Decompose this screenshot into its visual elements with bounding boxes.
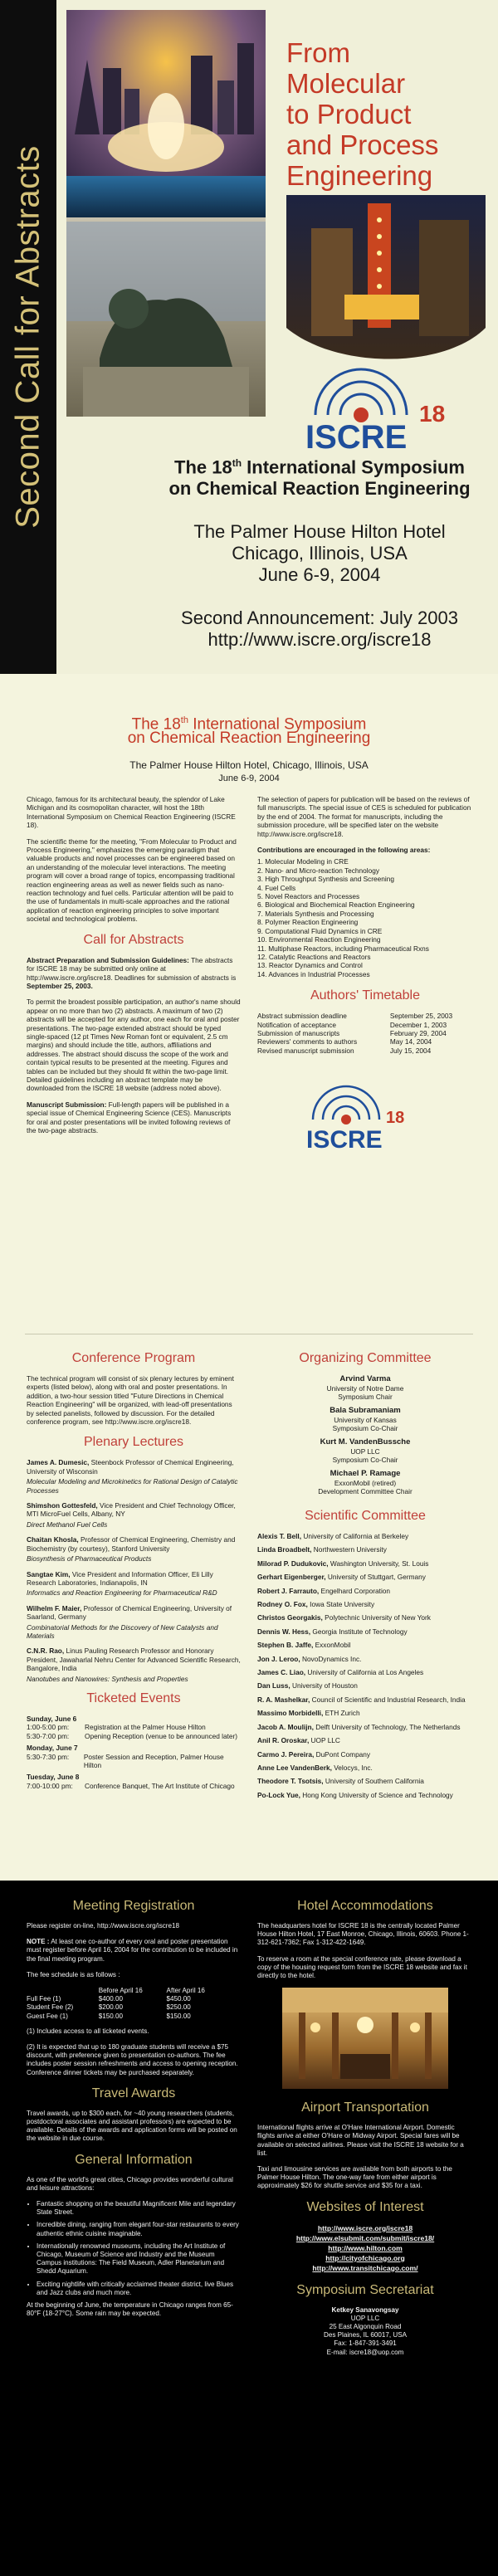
website-link[interactable]: http://www.hilton.com bbox=[328, 2243, 403, 2252]
cover-title bbox=[286, 37, 490, 191]
table-row: Revised manuscript submission July 15, 2004 bbox=[257, 1046, 432, 1055]
committee-member: Carmo J. Pereira, DuPont Company bbox=[257, 1749, 371, 1759]
organizing-committee-heading: Organizing Committee bbox=[299, 1351, 432, 1365]
fountain-pool bbox=[66, 176, 266, 217]
chicago-theater-photo bbox=[286, 195, 486, 369]
cover-url[interactable]: http://www.iscre.org/iscre18 bbox=[208, 629, 432, 651]
travel-awards-heading: Travel Awards bbox=[91, 2086, 176, 2100]
cover-info bbox=[154, 452, 486, 651]
weather-text: At the beginning of June, the temperature in Chicago ranges from 65-80°F (18-27°C). Some rain may be expected. bbox=[27, 2301, 233, 2318]
logo-wordmark: ISCRE bbox=[305, 419, 408, 456]
table-row: Reviewers' comments to authors May 14, 2004 bbox=[257, 1037, 432, 1046]
committee-member: James C. Liao, University of California at Los Angeles bbox=[257, 1668, 424, 1677]
table-row: Full Fee (1) $400.00 $450.00 bbox=[27, 1995, 191, 2003]
secretariat-name: Ketkey Sanavongsay bbox=[331, 2305, 399, 2314]
attractions-list bbox=[27, 2200, 241, 2297]
plenary-topic: Direct Methanol Fuel Cells bbox=[27, 1520, 108, 1529]
interior-venue: The Palmer House Hilton Hotel, Chicago, Illinois, USA bbox=[129, 759, 369, 771]
plenary-topic: Nanotubes and Nanowires: Synthesis and Properties bbox=[27, 1674, 188, 1683]
plenary-topic: Biosynthesis of Pharmaceutical Products bbox=[27, 1554, 152, 1564]
event-row: 5:30-7:30 pm: Poster Session and Reception, Palmer House Hilton bbox=[27, 1752, 224, 1769]
theater-building bbox=[419, 220, 469, 336]
event-row: 7:00-10:00 pm: Conference Banquet, The Art Institute of Chicago bbox=[27, 1781, 235, 1790]
logo-wordmark: ISCRE bbox=[306, 1126, 383, 1154]
list-item: • Internationally renowned museums, including the Art Institute of Chicago, Museum of Science and Industry and the Museum Campus institutions: The Field Museum, Adler Planetarium and Shedd Aquarium. bbox=[37, 2242, 241, 2276]
committee-member: Dan Luss, University of Houston bbox=[257, 1681, 358, 1690]
hotel-lobby-photo bbox=[282, 1988, 448, 2089]
organizer-affiliation: University of Kansas bbox=[334, 1416, 397, 1424]
committee-member: R. A. Mashelkar, Council of Scientific and Industrial Research, India bbox=[257, 1695, 466, 1704]
list-item: 14. Advances in Industrial Processes bbox=[257, 969, 370, 978]
website-link[interactable]: http://cityofchicago.org bbox=[325, 2253, 405, 2262]
committee-member: Jacob A. Moulijn, Delft University of Technology, The Netherlands bbox=[257, 1722, 461, 1731]
title-line: Molecular bbox=[286, 68, 406, 99]
organizer-role: Symposium Chair bbox=[338, 1393, 393, 1401]
fee-intro: The fee schedule is as follows : bbox=[27, 1970, 120, 1978]
list-item: 4. Fuel Cells bbox=[257, 883, 296, 892]
list-item: 11. Multiphase Reactors, including Pharmaceutical Rxns bbox=[257, 944, 429, 953]
organizer-affiliation: ExxonMobil (retired) bbox=[334, 1479, 397, 1487]
list-item: 7. Materials Synthesis and Processing bbox=[257, 909, 374, 918]
secretariat-address: 25 East Algonquin Road bbox=[329, 2323, 402, 2331]
symposium-title-line2: on Chemical Reaction Engineering bbox=[168, 478, 471, 500]
plenary-topic: Combinatorial Methods for the Discovery of New Catalysts and Materials bbox=[27, 1622, 218, 1640]
airport-text: International flights arrive at O'Hare International Airport. Domestic flights arrive at either O'Hare or Midway Airport. Special fares will be available on selected airlines. Please visit the ISCRE 18 website for a list. bbox=[257, 2124, 464, 2157]
abstract-guidelines: Abstract Preparation and Submission Guidelines: The abstracts for ISCRE 18 may be submitted only online at http://www.iscre.org/iscre18. Deadlines for submission of abstracts is September 25, 2003. bbox=[27, 955, 237, 990]
plenary-topic: Informatics and Reaction Engineering for Pharmaceutical R&D bbox=[27, 1588, 217, 1598]
list-item: 8. Polymer Reaction Engineering bbox=[257, 918, 359, 927]
cover-city: Chicago, Illinois, USA bbox=[232, 543, 408, 564]
committee-member: Theodore T. Tsotsis, University of Southern California bbox=[257, 1777, 424, 1786]
plenary-item: James A. Dumesic, Steenbock Professor of Chemical Engineering, University of Wisconsin bbox=[27, 1458, 234, 1476]
interior-right-column bbox=[257, 795, 473, 1166]
registration-note: NOTE : At least one co-author of every oral and poster presentation must register before April 16, 2004 for the contribution to be included in the final meeting program. bbox=[27, 1938, 238, 1963]
list-item: 12. Catalytic Reactions and Reactors bbox=[257, 952, 371, 961]
event-row: 1:00-5:00 pm: Registration at the Palmer House Hilton bbox=[27, 1723, 206, 1732]
fee-footnote: (2) It is expected that up to 180 graduate students will receive a $75 discount, with preference given to presentation co-authors. The fee includes poster session refreshments and access to opening reception. Conference dinner tickets may be purchased separately. bbox=[27, 2043, 238, 2076]
hotel-text: The headquarters hotel for ISCRE 18 is the centrally located Palmer House Hilton Hotel, 17 East Monroe, Chicago, Illinois, 60603. Phone 1-312-621-7362; Fax 1-312-422-1649. bbox=[257, 1922, 469, 1947]
website-link[interactable]: http://www.iscre.org/iscre18 bbox=[317, 2223, 413, 2232]
organizer-affiliation: UOP LLC bbox=[350, 1447, 380, 1456]
organizer-role: Symposium Co-Chair bbox=[332, 1456, 398, 1464]
list-item: • Exciting nightlife with critically acclaimed theater district, live Blues and Jazz clubs and much more. bbox=[37, 2281, 241, 2297]
manuscript-submission: Manuscript Submission: Full-length papers will be published in a special issue of Chemical Engineering Science (CES). Manuscripts for oral and poster presentations will be invited following reviews of the two-page abstracts. bbox=[27, 1100, 232, 1134]
committee-member: Po-Lock Yue, Hong Kong University of Science and Technology bbox=[257, 1790, 453, 1799]
lion-pedestal bbox=[83, 367, 249, 417]
program-column bbox=[27, 1344, 241, 1790]
plenary-item: Chaitan Khosla, Professor of Chemical Engineering, Chemistry and Biochemistry (by courtesy), Stanford University bbox=[27, 1535, 236, 1553]
ticketed-events-heading: Ticketed Events bbox=[86, 1690, 181, 1705]
registration-link[interactable]: Please register on-line, http://www.iscre.org/iscre18 bbox=[27, 1922, 179, 1930]
spine-text: Second Call for Abstracts bbox=[9, 145, 46, 529]
list-item: 5. Novel Reactors and Processes bbox=[257, 892, 360, 901]
event-row: 5:30-7:00 pm: Opening Reception (venue to be announced later) bbox=[27, 1731, 238, 1740]
back-left-column bbox=[27, 1894, 241, 2326]
authors-timetable-heading: Authors' Timetable bbox=[310, 988, 420, 1003]
list-item: 10. Environmental Reaction Engineering bbox=[257, 935, 381, 944]
lion-head bbox=[109, 289, 149, 329]
organizer-role: Symposium Co-Chair bbox=[332, 1424, 398, 1432]
symposium-title: The 18th International Symposium bbox=[174, 456, 465, 478]
interior-left-column bbox=[27, 795, 241, 1142]
conference-program-heading: Conference Program bbox=[71, 1351, 196, 1365]
event-day: Sunday, June 6 bbox=[27, 1714, 77, 1723]
hotel-text: To reserve a room at the special conference rate, please download a copy of the housing request form from the ISCRE 18 website and fax it directly to the hotel. bbox=[257, 1954, 467, 1980]
committee-member: Gerhart Eigenberger, University of Stuttgart, Germany bbox=[257, 1573, 426, 1582]
committee-member: Jon J. Leroo, NovoDynamics Inc. bbox=[257, 1654, 362, 1663]
contributions-heading: Contributions are encouraged in the following areas: bbox=[257, 846, 431, 855]
committee-member: Stephen B. Jaffe, ExxonMobil bbox=[257, 1641, 351, 1650]
interior-title-line2: on Chemical Reaction Engineering bbox=[127, 729, 371, 747]
scientific-committee-heading: Scientific Committee bbox=[305, 1509, 426, 1523]
plenary-topic: Molecular Modeling and Microkinetics for Rational Design of Catalytic Processes bbox=[27, 1477, 238, 1495]
topic-list bbox=[257, 857, 473, 978]
fee-table bbox=[27, 1987, 226, 2021]
logo-number: 18 bbox=[386, 1109, 405, 1128]
selection-paragraph: The selection of papers for publication will be based on the reviews of full manuscripts. The special issue of CES is scheduled for publication by the end of 2004. The format for manuscripts, including the submission procedure, will be specified later on the website http://www.iscre.org/iscre18. bbox=[257, 795, 471, 838]
list-item: 13. Reactor Dynamics and Control bbox=[257, 961, 363, 970]
organizer-affiliation: University of Notre Dame bbox=[326, 1384, 404, 1393]
back-right-column bbox=[257, 1894, 473, 2357]
plenary-item: C.N.R. Rao, Linus Pauling Research Professor and Honorary President, Jawaharlal Nehru Center for Advanced Scientific Research, Bangalore, India bbox=[27, 1647, 241, 1673]
interior-title: The 18th International Symposium bbox=[131, 715, 367, 734]
plenary-item: Wilhelm F. Maier, Professor of Chemical Engineering, University of Saarland, Germany bbox=[27, 1603, 232, 1622]
list-item: • Incredible dining, ranging from elegant four-star restaurants to every authentic ethnic cuisine imaginable. bbox=[37, 2221, 241, 2237]
fountain-jet bbox=[148, 93, 184, 159]
program-paragraph: The technical program will consist of six plenary lectures by eminent experts (listed below), along with oral and poster presentations. In addition, a two-hour session titled "Future Directions in Chemical Reaction Engineering" will be organized, with lead-off presentations by selected panelists, followed by discussion. For the detailed conference program, see http://www.iscre.org/iscre18. bbox=[27, 1374, 234, 1427]
list-item: 2. Nano- and Micro-reaction Technology bbox=[257, 866, 379, 875]
secretariat-address: Des Plaines, IL 60017, USA bbox=[323, 2331, 408, 2339]
abstract-rules: To permit the broadest possible participation, an author's name should appear on no more than two (2) abstracts. A maximum of two (2) abstracts will be accepted for any author, one each for oral and poster presentations. The two-page extended abstract should be typed single-spaced (12 pt Times New Roman font or equivalent, 2.5 cm margins) and should include the title, authors, affiliations and addresses. The abstract should discuss the scope of the work and contain typical results to be presented at the meeting. Figures and tables can be included but they should fit within the two-page limit. Detailed guidelines including an abstract template may be downloaded from the ISCRE 18 website (address noted above). bbox=[27, 998, 241, 1093]
committee-column bbox=[257, 1344, 473, 1804]
list-item: 6. Biological and Biochemical Reaction Engineering bbox=[257, 900, 415, 910]
registration-heading: Meeting Registration bbox=[72, 1899, 195, 1913]
spine-band bbox=[0, 0, 56, 674]
cover-dates: June 6-9, 2004 bbox=[258, 564, 381, 586]
secretariat-org: UOP LLC bbox=[350, 2314, 380, 2322]
general-intro: As one of the world's great cities, Chicago provides wonderful cultural and leisure attractions: bbox=[27, 2175, 233, 2192]
intro-paragraph: The scientific theme for the meeting, "From Molecular to Product and Process Engineering," emphasizes the emerging paradigm that valuable products and novel processes can be engineered based on an understanding of the molecular level interactions. The meeting program will cover a broad range of topics, encompassing traditional reaction engineering areas as well as newer fields such as nano-reaction technology and fuel cells. Particular attention will be paid to the use of fundamentals in multi-scale approaches and the rational application of reaction engineering principles to solve important societal and technological problems. bbox=[27, 837, 237, 924]
general-information-heading: General Information bbox=[75, 2152, 193, 2167]
airport-heading: Airport Transportation bbox=[301, 2100, 429, 2115]
skyline-building bbox=[103, 68, 121, 134]
table-row: Student Fee (2) $200.00 $250.00 bbox=[27, 2003, 191, 2012]
table-row: Submission of manuscripts February 29, 2004 bbox=[257, 1028, 447, 1037]
plenary-item: Sangtae Kim, Vice President and Information Officer, Eli Lilly Research Laboratories, Indianapolis, IN bbox=[27, 1569, 213, 1587]
title-line: and Process bbox=[286, 129, 439, 160]
theater-marquee bbox=[344, 295, 419, 320]
committee-member: Linda Broadbelt, Northwestern University bbox=[257, 1545, 387, 1554]
committee-member: Anne Lee VandenBerk, Velocys, Inc. bbox=[257, 1763, 373, 1772]
table-row: Abstract submission deadline September 25, 2003 bbox=[257, 1012, 453, 1021]
list-item: 3. High Throughput Synthesis and Screening bbox=[257, 875, 394, 884]
secretariat-block bbox=[257, 2306, 473, 2357]
title-line: to Product bbox=[286, 99, 412, 129]
secretariat-fax: Fax: 1-847-391-3491 bbox=[334, 2339, 397, 2348]
committee-member: Rodney O. Fox, Iowa State University bbox=[257, 1600, 375, 1609]
title-line: From bbox=[286, 37, 350, 68]
list-item: 9. Computational Fluid Dynamics in CRE bbox=[257, 926, 383, 935]
website-link[interactable]: http://www.transitchicago.com/ bbox=[312, 2263, 418, 2272]
cover-announcement: Second Announcement: July 2003 bbox=[181, 607, 458, 629]
iscre-logo-small bbox=[303, 1081, 427, 1153]
websites-heading: Websites of Interest bbox=[306, 2199, 424, 2214]
event-day: Tuesday, June 8 bbox=[27, 1773, 80, 1782]
plenary-item: Shimshon Gottesfeld, Vice President and Chief Technology Officer, MTI MicroFuel Cells, Albany, NY bbox=[27, 1501, 236, 1519]
interior-panel bbox=[0, 674, 498, 1881]
organizer-role: Development Committee Chair bbox=[318, 1487, 413, 1495]
fee-footnote: (1) Includes access to all ticketed events. bbox=[27, 2027, 149, 2035]
organizer-name: Bala Subramaniam bbox=[330, 1406, 401, 1415]
committee-member: Dennis W. Hess, Georgia Institute of Technology bbox=[257, 1627, 408, 1636]
table-row: Guest Fee (1) $150.00 $150.00 bbox=[27, 2012, 191, 2020]
committee-member: Christos Georgakis, Polytechnic University of New York bbox=[257, 1613, 431, 1622]
authors-timetable bbox=[257, 1012, 473, 1055]
interior-dates: June 6-9, 2004 bbox=[218, 773, 280, 783]
committee-member: Anil R. Oroskar, UOP LLC bbox=[257, 1736, 340, 1745]
plenary-lectures-heading: Plenary Lectures bbox=[83, 1435, 184, 1450]
skyline-building bbox=[217, 80, 234, 134]
theater-building bbox=[311, 228, 353, 336]
secretariat-heading: Symposium Secretariat bbox=[296, 2282, 434, 2297]
travel-awards-text: Travel awards, up to $300 each, for ~40 young researchers (students, postdoctoral associates and assistant professors) are expected to be available. Details of the awards and application forms will be posted on the website in due course. bbox=[27, 2109, 237, 2143]
skyline-building bbox=[191, 56, 212, 134]
iscre-logo bbox=[299, 365, 481, 456]
title-line: Engineering bbox=[286, 160, 433, 191]
committee-member: Milorad P. Dudukovic, Washington University, St. Louis bbox=[257, 1559, 429, 1568]
table-header-row: Before April 16 After April 16 bbox=[98, 1987, 205, 1995]
organizer-name: Michael P. Ramage bbox=[330, 1469, 401, 1478]
call-for-abstracts-heading: Call for Abstracts bbox=[83, 932, 184, 947]
intro-paragraph: Chicago, famous for its architectural beauty, the splendor of Lake Michigan and its cosmopolitan character, will host the 18th International Symposium on Chemical Reaction Engineering (ISCRE 18). bbox=[27, 795, 236, 830]
skyline-building bbox=[237, 43, 254, 134]
organizer-name: Arvind Varma bbox=[339, 1374, 391, 1383]
committee-member: Alexis T. Bell, University of California at Berkeley bbox=[257, 1532, 409, 1540]
hotel-heading: Hotel Accommodations bbox=[297, 1899, 433, 1913]
logo-number: 18 bbox=[419, 401, 446, 427]
chicago-photo-collage bbox=[66, 10, 266, 417]
airport-text: Taxi and limousine services are available from both airports to the Palmer House Hilton. The one-way fare from either airport is approximately $26 for shuttle service and $35 for a taxi. bbox=[257, 2165, 452, 2190]
organizer-name: Kurt M. VandenBussche bbox=[320, 1437, 411, 1447]
table-row: Notification of acceptance December 1, 2003 bbox=[257, 1020, 447, 1029]
website-link[interactable]: http://www.elsubmit.com/submit/iscre18/ bbox=[295, 2233, 435, 2242]
list-item: 1. Molecular Modeling in CRE bbox=[257, 857, 349, 866]
secretariat-email[interactable]: E-mail: iscre18@uop.com bbox=[326, 2348, 404, 2356]
cover-panel bbox=[0, 0, 498, 674]
back-panel bbox=[0, 1881, 498, 2576]
cover-venue: The Palmer House Hilton Hotel bbox=[193, 521, 446, 543]
committee-member: Massimo Morbidelli, ETH Zurich bbox=[257, 1709, 360, 1718]
event-day: Monday, June 7 bbox=[27, 1744, 78, 1753]
committee-member: Robert J. Farrauto, Engelhard Corporation bbox=[257, 1586, 391, 1595]
list-item: • Fantastic shopping on the beautiful Magnificent Mile and legendary State Street. bbox=[37, 2200, 241, 2217]
